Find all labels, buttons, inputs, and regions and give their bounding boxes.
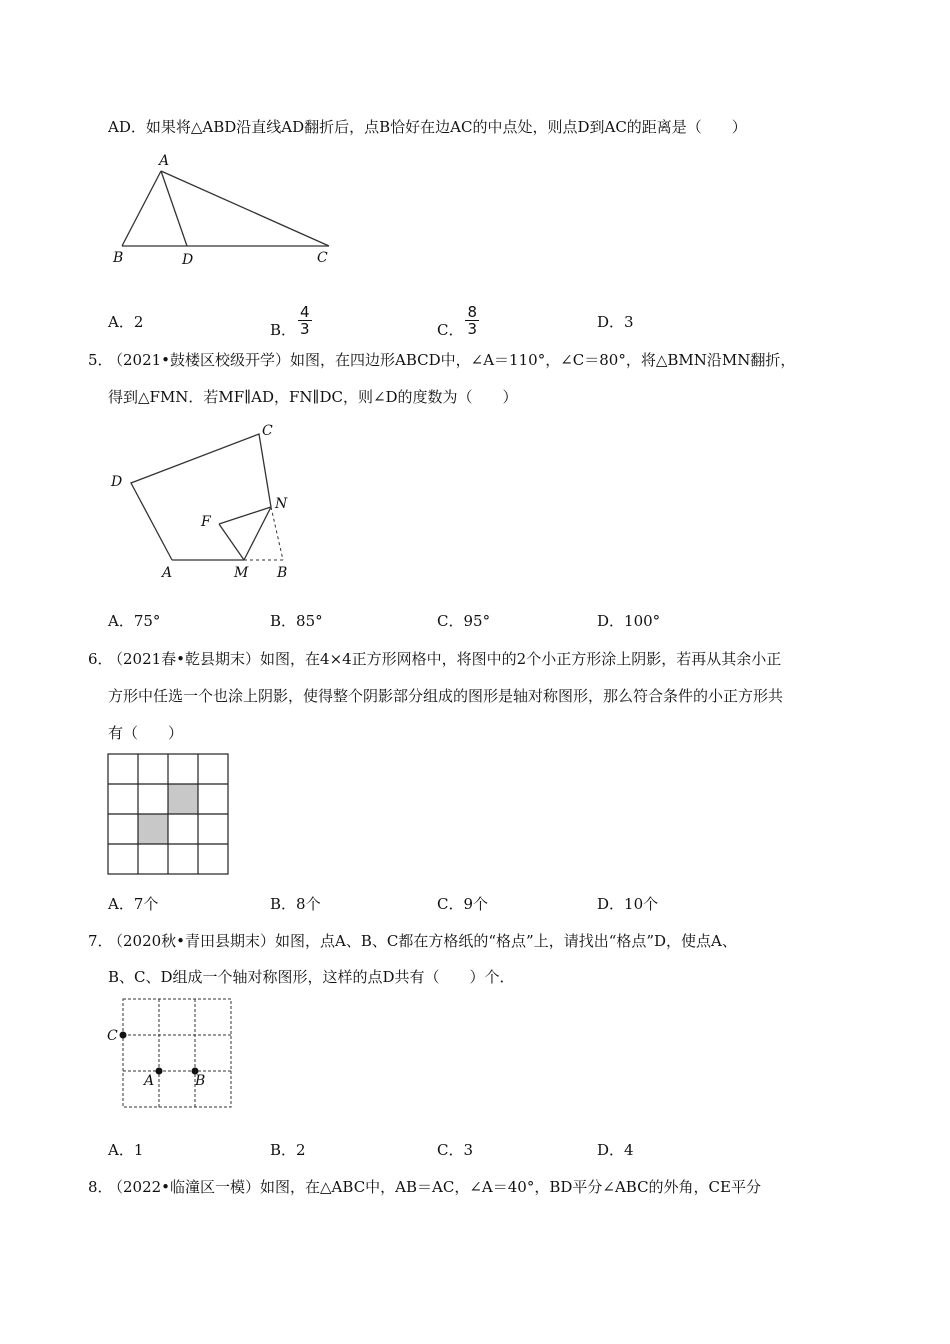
q5-label-n: N xyxy=(275,496,288,512)
q4-option-c[interactable] xyxy=(437,300,479,340)
q6-option-d[interactable]: D．10个 xyxy=(597,895,659,913)
q7-point-c xyxy=(120,1032,127,1039)
q7-number: 7． xyxy=(88,932,113,950)
q6-stem-line1: （2021春•乾县期末）如图，在4×4正方形网格中，将图中的2个小正方形涂上阴影，若再从其余小正 xyxy=(108,650,782,668)
q4-option-b[interactable] xyxy=(270,300,312,340)
q4-option-d[interactable]: D．3 xyxy=(597,313,634,331)
q6-option-a[interactable]: A．7个 xyxy=(108,895,159,913)
q4-figure xyxy=(105,148,345,270)
q5-number: 5． xyxy=(88,351,113,369)
q5-label-a: A xyxy=(162,565,173,581)
q7-stem-line1: （2020秋•青田县期末）如图，点A、B、C都在方格纸的“格点”上，请找出“格点”D，使点A、 xyxy=(108,932,737,950)
q5-option-c[interactable]: C．95° xyxy=(437,612,491,630)
q5-quadrilateral xyxy=(131,434,271,560)
q7-option-d[interactable]: D．4 xyxy=(597,1141,634,1159)
q5-label-m: M xyxy=(234,565,249,581)
q4-label-b: B xyxy=(113,250,124,266)
q6-option-c[interactable]: C．9个 xyxy=(437,895,489,913)
q7-option-b[interactable]: B．2 xyxy=(270,1141,306,1159)
q4-label-d: D xyxy=(182,252,194,268)
q6-stem-line3: 有（ ） xyxy=(108,724,184,742)
q6-option-b[interactable]: B．8个 xyxy=(270,895,321,913)
q4-option-b-prefix: B． xyxy=(270,321,297,339)
q7-point-a xyxy=(156,1068,163,1075)
q6-shaded-cell-2 xyxy=(138,814,168,844)
q7-grid-figure xyxy=(104,996,236,1110)
q4-edge-ab xyxy=(122,171,161,246)
q5-figure xyxy=(105,420,305,585)
q7-label-c: C xyxy=(107,1028,118,1044)
q7-dashed-grid xyxy=(123,999,231,1107)
q6-stem-line2: 方形中任选一个也涂上阴影，使得整个阴影部分组成的图形是轴对称图形，那么符合条件的小正方形共 xyxy=(108,687,784,705)
q7-option-a[interactable]: A．1 xyxy=(108,1141,144,1159)
q5-label-c: C xyxy=(262,423,273,439)
q4-edge-ad xyxy=(161,171,187,246)
q7-label-b: B xyxy=(195,1073,206,1089)
q7-stem-line2: B、C、D组成一个轴对称图形，这样的点D共有（ ）个． xyxy=(108,968,515,986)
q4-option-c-prefix: C． xyxy=(437,321,464,339)
q4-label-c: C xyxy=(317,250,328,266)
q6-grid-lines xyxy=(108,754,228,874)
q5-stem-line1: （2021•鼓楼区校级开学）如图，在四边形ABCD中，∠A＝110°，∠C＝80°，将△BMN沿MN翻折， xyxy=(108,351,796,369)
q4-edge-ac xyxy=(161,171,329,246)
q4-option-b-fraction: $\frac{4}{3}$ xyxy=(300,302,310,338)
q5-stem-line2: 得到△FMN．若MF∥AD，FN∥DC，则∠D的度数为（ ） xyxy=(108,388,518,406)
q4-label-a: A xyxy=(159,153,170,169)
q5-option-d[interactable]: D．100° xyxy=(597,612,661,630)
q6-grid-figure xyxy=(106,752,230,876)
q4-stem: AD．如果将△ABD沿直线AD翻折后，点B恰好在边AC的中点处，则点D到AC的距离是（ ） xyxy=(108,118,747,136)
q4-option-c-fraction: $\frac{8}{3}$ xyxy=(467,302,478,338)
q5-label-d: D xyxy=(111,474,123,490)
q4-option-a[interactable]: A．2 xyxy=(108,313,144,331)
q5-label-b: B xyxy=(277,565,288,581)
q6-shaded-cell-1 xyxy=(168,784,198,814)
q8-number: 8． xyxy=(88,1178,113,1196)
q5-edge-nb-dashed xyxy=(271,507,283,560)
q5-label-f: F xyxy=(201,514,211,530)
q5-edge-fm xyxy=(219,524,244,560)
q7-label-a: A xyxy=(144,1073,155,1089)
q5-option-a[interactable]: A．75° xyxy=(108,612,161,630)
q8-stem-line1: （2022•临潼区一模）如图，在△ABC中，AB＝AC，∠A＝40°，BD平分∠ABC的外角，CE平分 xyxy=(108,1178,761,1196)
q7-option-c[interactable]: C．3 xyxy=(437,1141,474,1159)
q5-option-b[interactable]: B．85° xyxy=(270,612,323,630)
q6-number: 6． xyxy=(88,650,113,668)
